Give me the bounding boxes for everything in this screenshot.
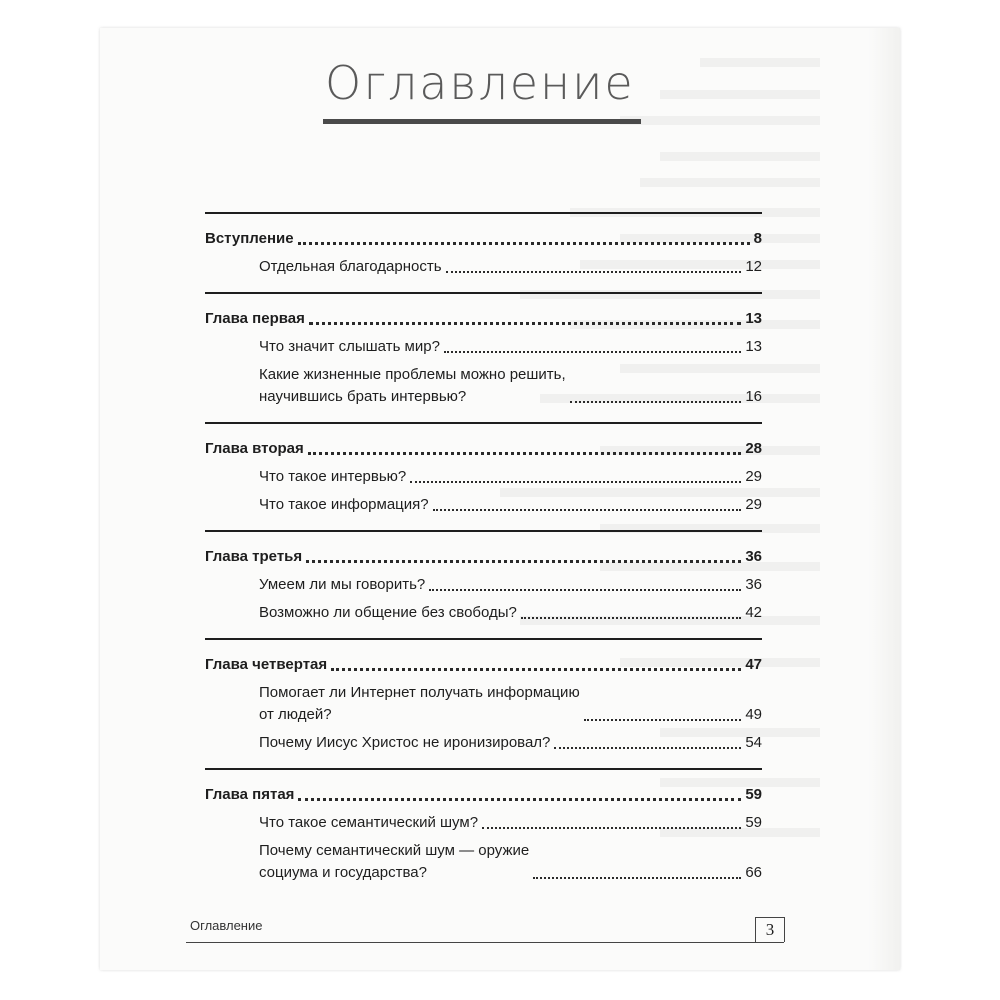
toc-spacer	[205, 624, 762, 638]
toc-entry-title	[259, 466, 406, 488]
toc-page-number: 29	[745, 496, 762, 513]
toc-entry-title-line: социума и государства?	[259, 864, 427, 881]
page-edge-shading	[868, 28, 900, 970]
title-underline	[323, 119, 641, 124]
toc-page-number: 42	[745, 604, 762, 621]
toc-entry-title	[259, 602, 517, 624]
toc-entry-title	[259, 682, 580, 726]
toc-page-number: 16	[745, 388, 762, 405]
dot-leader	[433, 509, 742, 511]
toc-chapter-entry[interactable]	[205, 638, 762, 676]
toc-spacer	[205, 408, 762, 422]
toc-entry-title	[259, 574, 425, 596]
toc-chapter-entry[interactable]	[205, 292, 762, 330]
toc-spacer	[205, 278, 762, 292]
dot-leader	[446, 271, 742, 273]
table-of-contents	[205, 212, 762, 884]
toc-entry-title: Глава первая	[205, 310, 305, 327]
toc-section-entry[interactable]	[205, 336, 762, 358]
toc-section-entry[interactable]	[205, 602, 762, 624]
toc-section-entry[interactable]	[205, 466, 762, 488]
toc-page-number: 29	[745, 468, 762, 485]
toc-entry-title-line: научившись брать интервью?	[259, 388, 467, 405]
dot-leader	[309, 322, 741, 325]
dot-leader	[298, 798, 741, 801]
toc-entry-title	[259, 840, 529, 884]
toc-chapter-entry[interactable]	[205, 422, 762, 460]
dot-leader	[521, 617, 741, 619]
dot-leader	[570, 401, 742, 403]
toc-section-entry[interactable]	[205, 840, 762, 884]
toc-entry-title	[259, 732, 550, 754]
toc-chapter-entry[interactable]	[205, 212, 762, 250]
toc-entry-title	[259, 336, 440, 358]
toc-section-entry[interactable]	[205, 574, 762, 596]
toc-page-number: 47	[745, 656, 762, 673]
running-footer-label: Оглавление	[190, 918, 263, 933]
toc-page-number: 49	[745, 706, 762, 723]
toc-page-number: 13	[745, 310, 762, 327]
toc-entry-title	[259, 812, 478, 834]
toc-entry-title: Глава вторая	[205, 440, 304, 457]
toc-entry-title: Глава третья	[205, 548, 303, 565]
toc-entry-title-line: Что такое интервью?	[259, 468, 407, 485]
toc-entry-title-line: Что такое информация?	[259, 496, 429, 513]
dot-leader	[429, 589, 741, 591]
toc-entry-title-line: Помогает ли Интернет получать информацию	[259, 684, 580, 701]
toc-entry-title-line: Что такое семантический шум?	[259, 814, 479, 831]
toc-section-entry[interactable]	[205, 732, 762, 754]
toc-spacer	[205, 516, 762, 530]
dot-leader	[298, 242, 750, 245]
toc-page-number: 66	[745, 864, 762, 881]
dot-leader	[584, 719, 742, 721]
toc-entry-title	[259, 364, 566, 408]
toc-page-number: 12	[745, 258, 762, 275]
toc-page-number: 8	[753, 230, 762, 247]
toc-entry-title-line: Какие жизненные проблемы можно решить,	[259, 366, 566, 383]
toc-entry-title-line: Отдельная благодарность	[259, 258, 442, 275]
footer-rule	[186, 942, 784, 943]
toc-entry-title-line: Почему семантический шум — оружие	[259, 842, 530, 859]
toc-spacer	[205, 754, 762, 768]
toc-entry-title	[259, 256, 442, 278]
page-number: 3	[755, 917, 785, 942]
toc-entry-title-line: Возможно ли общение без свободы?	[259, 604, 517, 621]
toc-chapter-entry[interactable]	[205, 530, 762, 568]
toc-chapter-entry[interactable]	[205, 768, 762, 806]
toc-entry-title: Глава четвертая	[205, 656, 328, 673]
toc-entry-title-line: Почему Иисус Христос не иронизировал?	[259, 734, 551, 751]
dot-leader	[306, 560, 741, 563]
toc-section-entry[interactable]	[205, 494, 762, 516]
toc-section-entry[interactable]	[205, 682, 762, 726]
dot-leader	[482, 827, 741, 829]
toc-page-number: 28	[745, 440, 762, 457]
toc-entry-title	[259, 494, 429, 516]
toc-section-entry[interactable]	[205, 256, 762, 278]
toc-section-entry[interactable]	[205, 364, 762, 408]
toc-page-number: 36	[745, 576, 762, 593]
toc-entry-title-line: Умеем ли мы говорить?	[259, 576, 426, 593]
dot-leader	[308, 452, 742, 455]
toc-page-number: 36	[745, 548, 762, 565]
toc-entry-title-line: от людей?	[259, 706, 332, 723]
dot-leader	[533, 877, 741, 879]
dot-leader	[331, 668, 741, 671]
toc-page-number: 13	[745, 338, 762, 355]
dot-leader	[554, 747, 741, 749]
toc-entry-title: Глава пятая	[205, 786, 295, 803]
toc-entry-title-line: Что значит слышать мир?	[259, 338, 440, 355]
toc-page-number: 54	[745, 734, 762, 751]
toc-section-entry[interactable]	[205, 812, 762, 834]
toc-page-number: 59	[745, 814, 762, 831]
dot-leader	[444, 351, 741, 353]
dot-leader	[410, 481, 741, 483]
toc-entry-title: Вступление	[205, 230, 294, 247]
toc-page-number: 59	[745, 786, 762, 803]
page-title: Оглавление	[325, 56, 635, 110]
